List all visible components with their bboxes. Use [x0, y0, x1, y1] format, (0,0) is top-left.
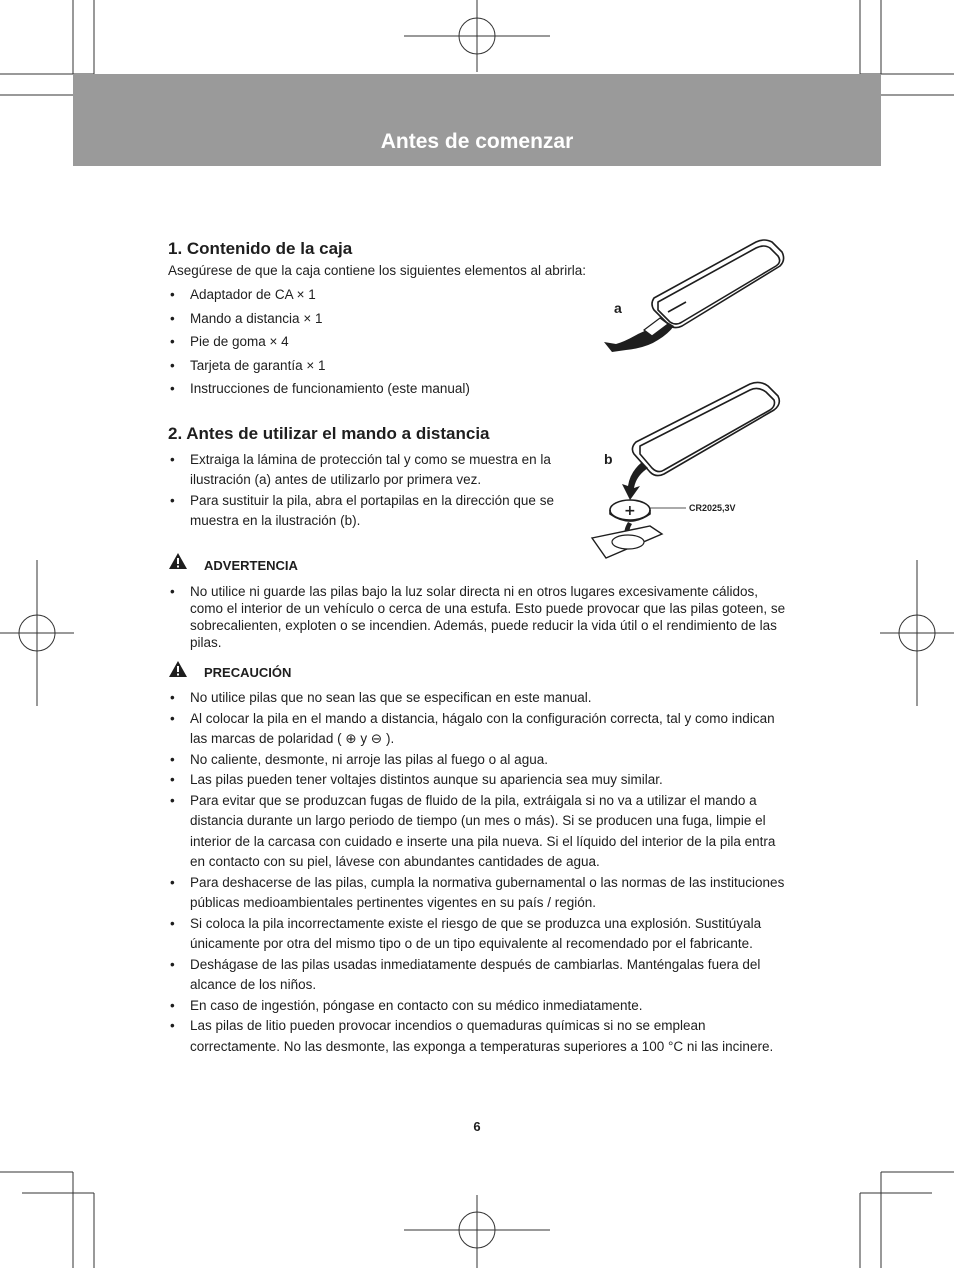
caution-icon [168, 660, 188, 678]
list-item: • Deshágase de las pilas usadas inmediatamente después de cambiarlas. Manténgalas fuera del alcance de los niños. [168, 955, 790, 996]
caution-heading: PRECAUCIÓN [204, 665, 292, 680]
list-item: • Al colocar la pila en el mando a distancia, hágalo con la configuración correcta, tal y como indican las marcas de polaridad ( ⊕ y ⊖ ). [168, 709, 790, 750]
list-item: • Para sustituir la pila, abra el portapilas en la dirección que se muestra en la ilustración (b). [168, 491, 580, 531]
section-heading-remote: 2. Antes de utilizar el mando a distancia [168, 424, 490, 443]
list-item: • Mando a distancia × 1 [168, 309, 608, 333]
arrow-icon [622, 462, 648, 500]
list-item: • Extraiga la lámina de protección tal y como se muestra en la ilustración (a) antes de utilizarlo por primera vez. [168, 450, 580, 490]
battery-type-label: CR2025,3V [689, 503, 736, 513]
list-item: • No utilice ni guarde las pilas bajo la luz solar directa ni en otros lugares excesivamente cálidos, como el interior de un vehículo o cerca de una estufa. Esto puede provocar que las pilas goteen, se sobrecalienten, exploten o se incendien. Además, puede reducir la vida útil o el rendimiento de las pilas. [168, 583, 790, 651]
list-item: • Adaptador de CA × 1 [168, 285, 608, 309]
list-item: • No utilice pilas que no sean las que se especifican en este manual. [168, 688, 790, 709]
list-item: • Las pilas de litio pueden provocar incendios o quemaduras químicas si no se emplean correctamente. No las desmonte, las exponga a temperaturas superiores a 100 °C ni las incinere. [168, 1016, 790, 1057]
box-contents-list [168, 285, 608, 403]
remote-illustration-a [596, 234, 796, 364]
svg-text:+: + [624, 503, 636, 519]
illustration-label-a: a [614, 300, 622, 316]
box-contents-intro: Asegúrese de que la caja contiene los siguientes elementos al abrirla: [168, 263, 587, 278]
list-item: • Para deshacerse de las pilas, cumpla la normativa gubernamental o las normas de las instituciones públicas medioambientales pertinentes vigentes en su país / región. [168, 873, 790, 914]
caution-list [168, 688, 790, 1057]
illustration-label-b: b [604, 451, 613, 467]
warning-heading: ADVERTENCIA [204, 558, 298, 573]
list-item: • Instrucciones de funcionamiento (este manual) [168, 379, 608, 403]
warning-icon [168, 552, 188, 570]
list-item: • Para evitar que se produzcan fugas de fluido de la pila, extráigala si no va a utilizar el mando a distancia durante un largo periodo de tiempo (un mes o más). Si se producen una fuga, limpie el interior de la carcasa con cuidado e inserte una pila nueva. Si el líquido del interior de la pila entra en contacto con su piel, lávese con abundantes cantidades de agua. [168, 791, 790, 873]
remote-illustration-b [586, 376, 796, 568]
section-heading-box-contents: 1. Contenido de la caja [168, 239, 353, 258]
list-item: • Pie de goma × 4 [168, 332, 608, 356]
list-item: • En caso de ingestión, póngase en contacto con su médico inmediatamente. [168, 996, 790, 1017]
warning-list [168, 583, 790, 651]
list-item: • Las pilas pueden tener voltajes distintos aunque su apariencia sea muy similar. [168, 770, 790, 791]
page-title: Antes de comenzar [380, 130, 574, 153]
list-item: • Si coloca la pila incorrectamente existe el riesgo de que se produzca una explosión. Sustitúyala únicamente por otra del mismo tipo o de un tipo equivalente al recomendado por el fabricante. [168, 914, 790, 955]
list-item: • Tarjeta de garantía × 1 [168, 356, 608, 380]
list-item: • No caliente, desmonte, ni arroje las pilas al fuego o al agua. [168, 750, 790, 771]
remote-instructions-list [168, 450, 580, 532]
page-number: 6 [473, 1119, 481, 1134]
